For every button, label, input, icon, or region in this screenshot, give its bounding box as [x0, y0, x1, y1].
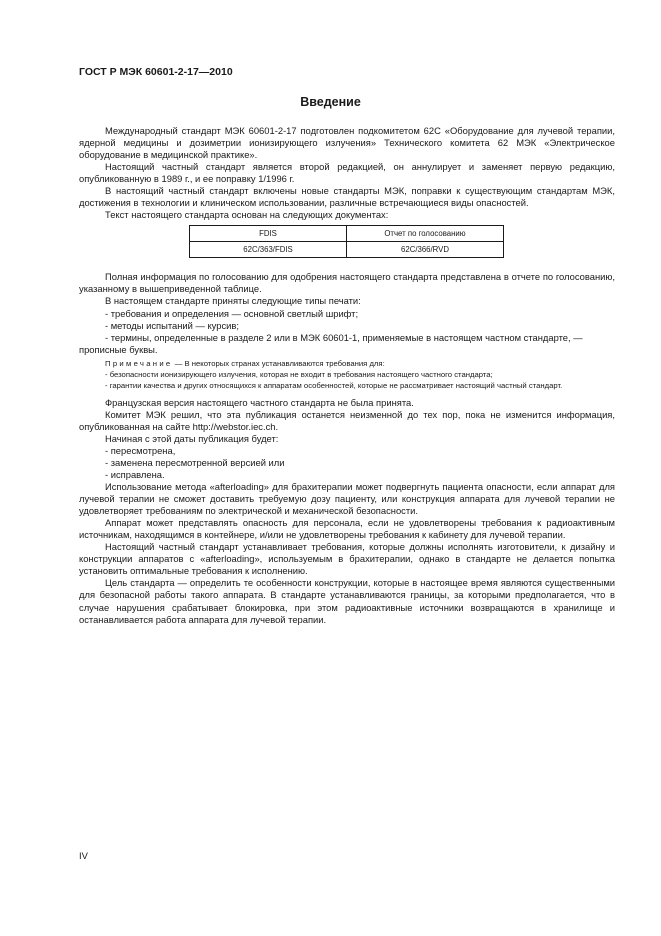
- list-item: - пересмотрена,: [105, 444, 176, 456]
- paragraph: Начиная с этой даты публикация будет:: [105, 432, 279, 444]
- page-title: Введение: [300, 95, 361, 109]
- paragraph: Комитет МЭК решил, что эта публикация останется неизменной до тех пор, пока не изменится информация, опубликованная на сайте http://webstor.iec.ch.: [79, 408, 615, 432]
- list-item: - заменена пересмотренной версией или: [105, 456, 285, 468]
- paragraph: В настоящий частный стандарт включены новые стандарты МЭК, поправки к существующим стандартам МЭК, достижения в технологии и клиническом использовании, различные встречающиеся виды опасностей.: [79, 185, 615, 209]
- voting-documents-table: [189, 225, 504, 258]
- document-body: [79, 125, 615, 626]
- note-heading: [79, 358, 615, 369]
- paragraph: Текст настоящего стандарта основан на следующих документах:: [105, 209, 389, 221]
- paragraph: Международный стандарт МЭК 60601-2-17 подготовлен подкомитетом 62С «Оборудование для лучевой терапии, ядерной медицины и дозиметрии ионизирующего излучения» Технического комитета 62 МЭК «Электрическое оборудование в медицинской практике».: [79, 125, 615, 161]
- list-item: - термины, определенные в разделе 2 или в МЭК 60601-1, применяемые в настоящем частном стандарте, — прописные буквы.: [79, 331, 583, 355]
- table-row: [190, 242, 504, 258]
- note-item: - безопасности ионизирующего излучения, которая не входит в требования настоящего частного стандарта;: [105, 369, 493, 379]
- list-item: - исправлена.: [105, 468, 165, 480]
- paragraph: Аппарат может представлять опасность для персонала, если не удовлетворены требования к радиоактивным источникам, находящимся в контейнере, и/или не удовлетворены требования к кабинету для лучевой терапии.: [79, 517, 615, 541]
- paragraph: Французская версия настоящего частного стандарта не была принята.: [105, 396, 414, 408]
- paragraph: В настоящем стандарте приняты следующие типы печати:: [105, 295, 361, 307]
- table-header-row: [190, 226, 504, 242]
- list-item: - требования и определения — основной светлый шрифт;: [105, 307, 359, 319]
- table-header-cell: FDIS: [190, 226, 347, 242]
- note-text: — В некоторых странах устанавливаются требования для:: [172, 358, 385, 368]
- note-label: Примечание: [105, 358, 173, 368]
- note-item: - гарантии качества и других относящихся к аппаратам особенностей, которые не рассматривает настоящий частный стандарт.: [105, 380, 563, 390]
- list-item: - методы испытаний — курсив;: [105, 319, 239, 331]
- paragraph: Настоящий частный стандарт является второй редакцией, он аннулирует и заменяет первую редакцию, опубликованную в 1989 г., и ее поправку 1/1996 г.: [79, 161, 615, 185]
- page-header-standard: ГОСТ Р МЭК 60601-2-17—2010: [79, 66, 233, 78]
- table-cell: 62C/366/RVD: [347, 242, 504, 258]
- note-block: [79, 358, 615, 391]
- paragraph: Настоящий частный стандарт устанавливает требования, которые должны исполнять изготовители, к дизайну и конструкции аппаратов с «afterloading», используемым в брахитерапии, однако в стандарте не делается попытка установить оптимальные требования к исполнению.: [79, 541, 615, 577]
- paragraph: Использование метода «afterloading» для брахитерапии может подвергнуть пациента опасности, если аппарат для лучевой терапии не сможет доставить требуемую дозу пациенту, или конструкция аппарата для лучевой терапии не удовлетворяет требованиям по электрической и механической безопасности.: [79, 481, 615, 517]
- page-number: IV: [79, 850, 88, 861]
- table-cell: 62C/363/FDIS: [190, 242, 347, 258]
- table-header-cell: Отчет по голосованию: [347, 226, 504, 242]
- paragraph: Полная информация по голосованию для одобрения настоящего стандарта представлена в отчете по голосованию, указанному в вышеприведенной таблице.: [79, 271, 615, 295]
- paragraph: Цель стандарта — определить те особенности конструкции, которые в настоящее время являются существенными для безопасной работы такого аппарата. В стандарте устанавливаются границы, за которыми предполагается, что в случае нарушения срабатывает блокировка, при этом радиоактивные источники возвращаются в хранилище и останавливается работа аппарата для лучевой терапии.: [79, 577, 615, 625]
